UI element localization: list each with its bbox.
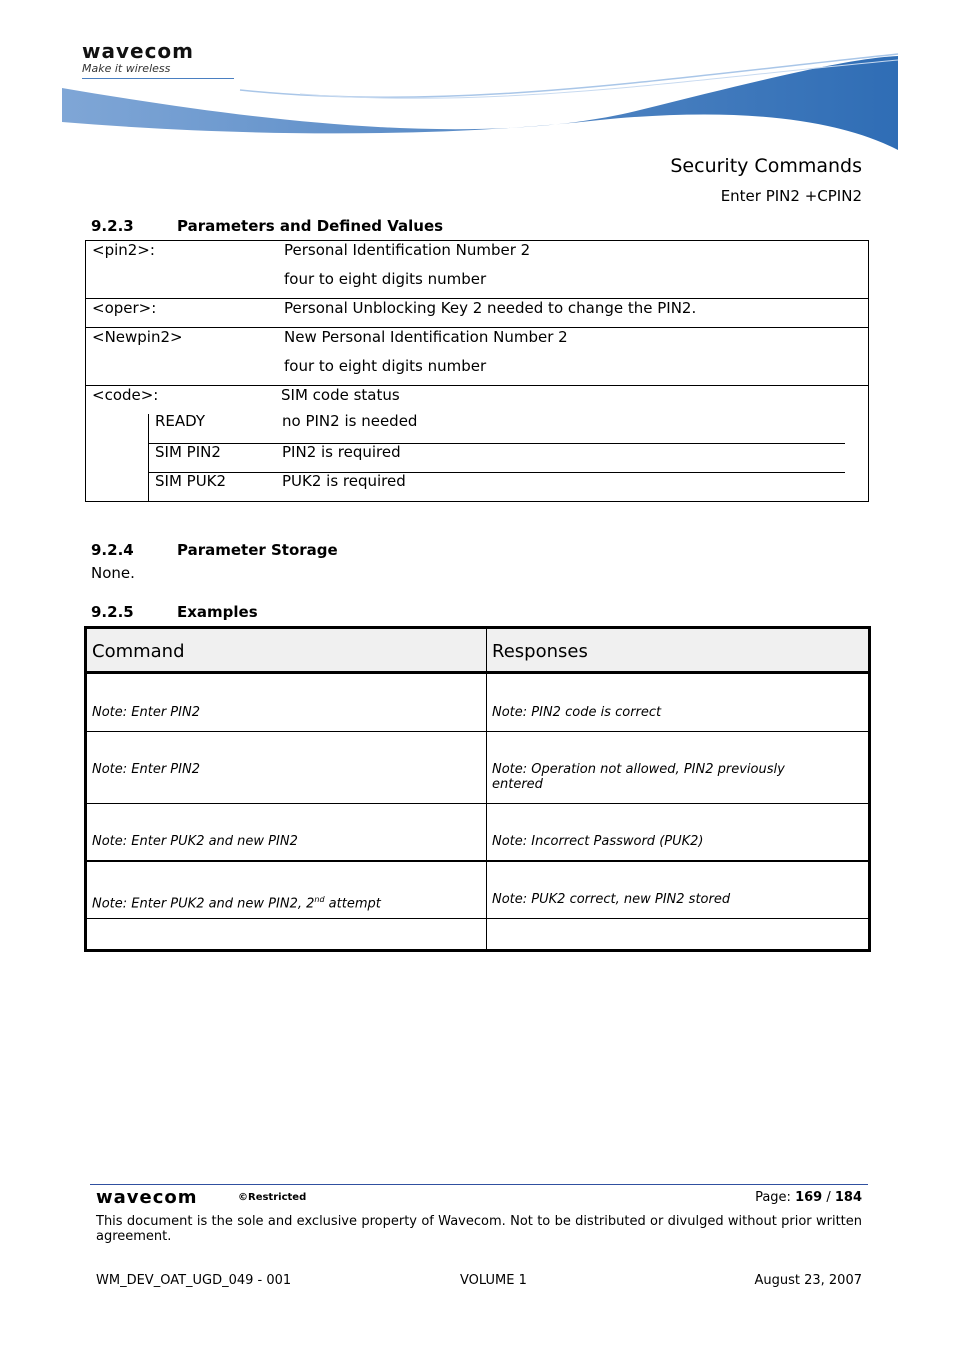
examples-heading-title: Examples: [177, 603, 258, 621]
command-note: Note: Enter PUK2 and new PIN2: [92, 834, 298, 849]
command-note-text-end: attempt: [324, 896, 381, 912]
example-row: [87, 732, 868, 804]
param-name: <Newpin2>: [92, 328, 183, 346]
footer-logo: wavecom: [96, 1187, 198, 1208]
logo-wordmark: wavecom: [82, 39, 195, 63]
page-current: 169: [795, 1190, 823, 1205]
storage-heading-title: Parameter Storage: [177, 541, 338, 559]
footer-notice: This document is the sole and exclusive property of Wavecom. Not to be distributed or divulged without prior written agreement.: [96, 1214, 862, 1244]
code-value-row: [149, 472, 845, 501]
footer-doc-id: WM_DEV_OAT_UGD_049 - 001: [96, 1273, 292, 1288]
param-desc: four to eight digits number: [284, 270, 487, 288]
header-wave-graphic: [0, 50, 954, 160]
code-values-subtable: [148, 414, 845, 501]
params-heading-title: Parameters and Defined Values: [177, 217, 444, 235]
param-row-newpin2: [86, 328, 868, 386]
page-label: Page:: [755, 1190, 796, 1205]
examples-header-row: [87, 629, 868, 674]
param-desc: New Personal Identification Number 2: [284, 328, 568, 346]
param-name: <pin2>:: [92, 241, 155, 259]
param-desc: SIM code status: [281, 386, 400, 404]
col-responses-header: Responses: [492, 641, 588, 662]
examples-table: [84, 626, 871, 952]
storage-heading-number: 9.2.4: [91, 541, 134, 559]
param-name: <code>:: [92, 386, 159, 404]
params-heading-number: 9.2.3: [91, 217, 134, 235]
code-value-row: [149, 443, 845, 473]
response-note: Note: PUK2 correct, new PIN2 stored: [492, 892, 731, 907]
params-heading: [91, 217, 443, 235]
page-total: 184: [834, 1190, 862, 1205]
response-note-continued: entered: [492, 777, 543, 792]
page-separator: /: [822, 1190, 835, 1205]
response-note: Note: PIN2 code is correct: [492, 705, 662, 720]
section-subtitle: Enter PIN2 +CPIN2: [720, 187, 862, 205]
example-row: [87, 862, 868, 919]
response-note: Note: Operation not allowed, PIN2 previously: [492, 762, 785, 777]
section-title: Security Commands: [670, 155, 862, 177]
param-desc: Personal Identification Number 2: [284, 241, 531, 259]
code-value: READY: [155, 412, 206, 430]
logo-tagline: Make it wireless: [82, 62, 234, 79]
storage-heading: [91, 541, 338, 559]
param-row-pin2: [86, 241, 868, 299]
code-value-row: [149, 414, 845, 444]
col-command-header: Command: [92, 641, 185, 662]
command-note-text: Note: Enter PUK2 and new PIN2, 2: [92, 896, 315, 912]
param-row-code: [86, 386, 868, 502]
footer-volume: VOLUME 1: [460, 1273, 527, 1288]
footer-date: August 23, 2007: [754, 1273, 862, 1288]
code-value-desc: PUK2 is required: [282, 472, 406, 490]
param-row-oper: [86, 299, 868, 328]
examples-heading-number: 9.2.5: [91, 603, 134, 621]
footer-rule: [90, 1184, 868, 1185]
command-note-superscript: nd: [314, 895, 325, 904]
param-desc: four to eight digits number: [284, 357, 487, 375]
code-value-desc: PIN2 is required: [282, 443, 401, 461]
command-note: Note: Enter PIN2: [92, 705, 200, 720]
examples-heading: [91, 603, 258, 621]
response-note: Note: Incorrect Password (PUK2): [492, 834, 704, 849]
footer-page-number: [755, 1190, 862, 1205]
code-value-desc: no PIN2 is needed: [282, 412, 418, 430]
example-row-empty: [87, 919, 868, 952]
footer-restricted: ©Restricted: [238, 1192, 307, 1203]
parameters-table: [85, 240, 869, 502]
command-note: Note: Enter PIN2: [92, 762, 200, 777]
example-row: [87, 804, 868, 862]
command-note: [92, 892, 381, 911]
param-desc: Personal Unblocking Key 2 needed to change the PIN2.: [284, 299, 697, 317]
code-value: SIM PIN2: [155, 443, 221, 461]
example-row: [87, 674, 868, 732]
param-name: <oper>:: [92, 299, 157, 317]
storage-body: None.: [91, 564, 135, 582]
code-value: SIM PUK2: [155, 472, 227, 490]
